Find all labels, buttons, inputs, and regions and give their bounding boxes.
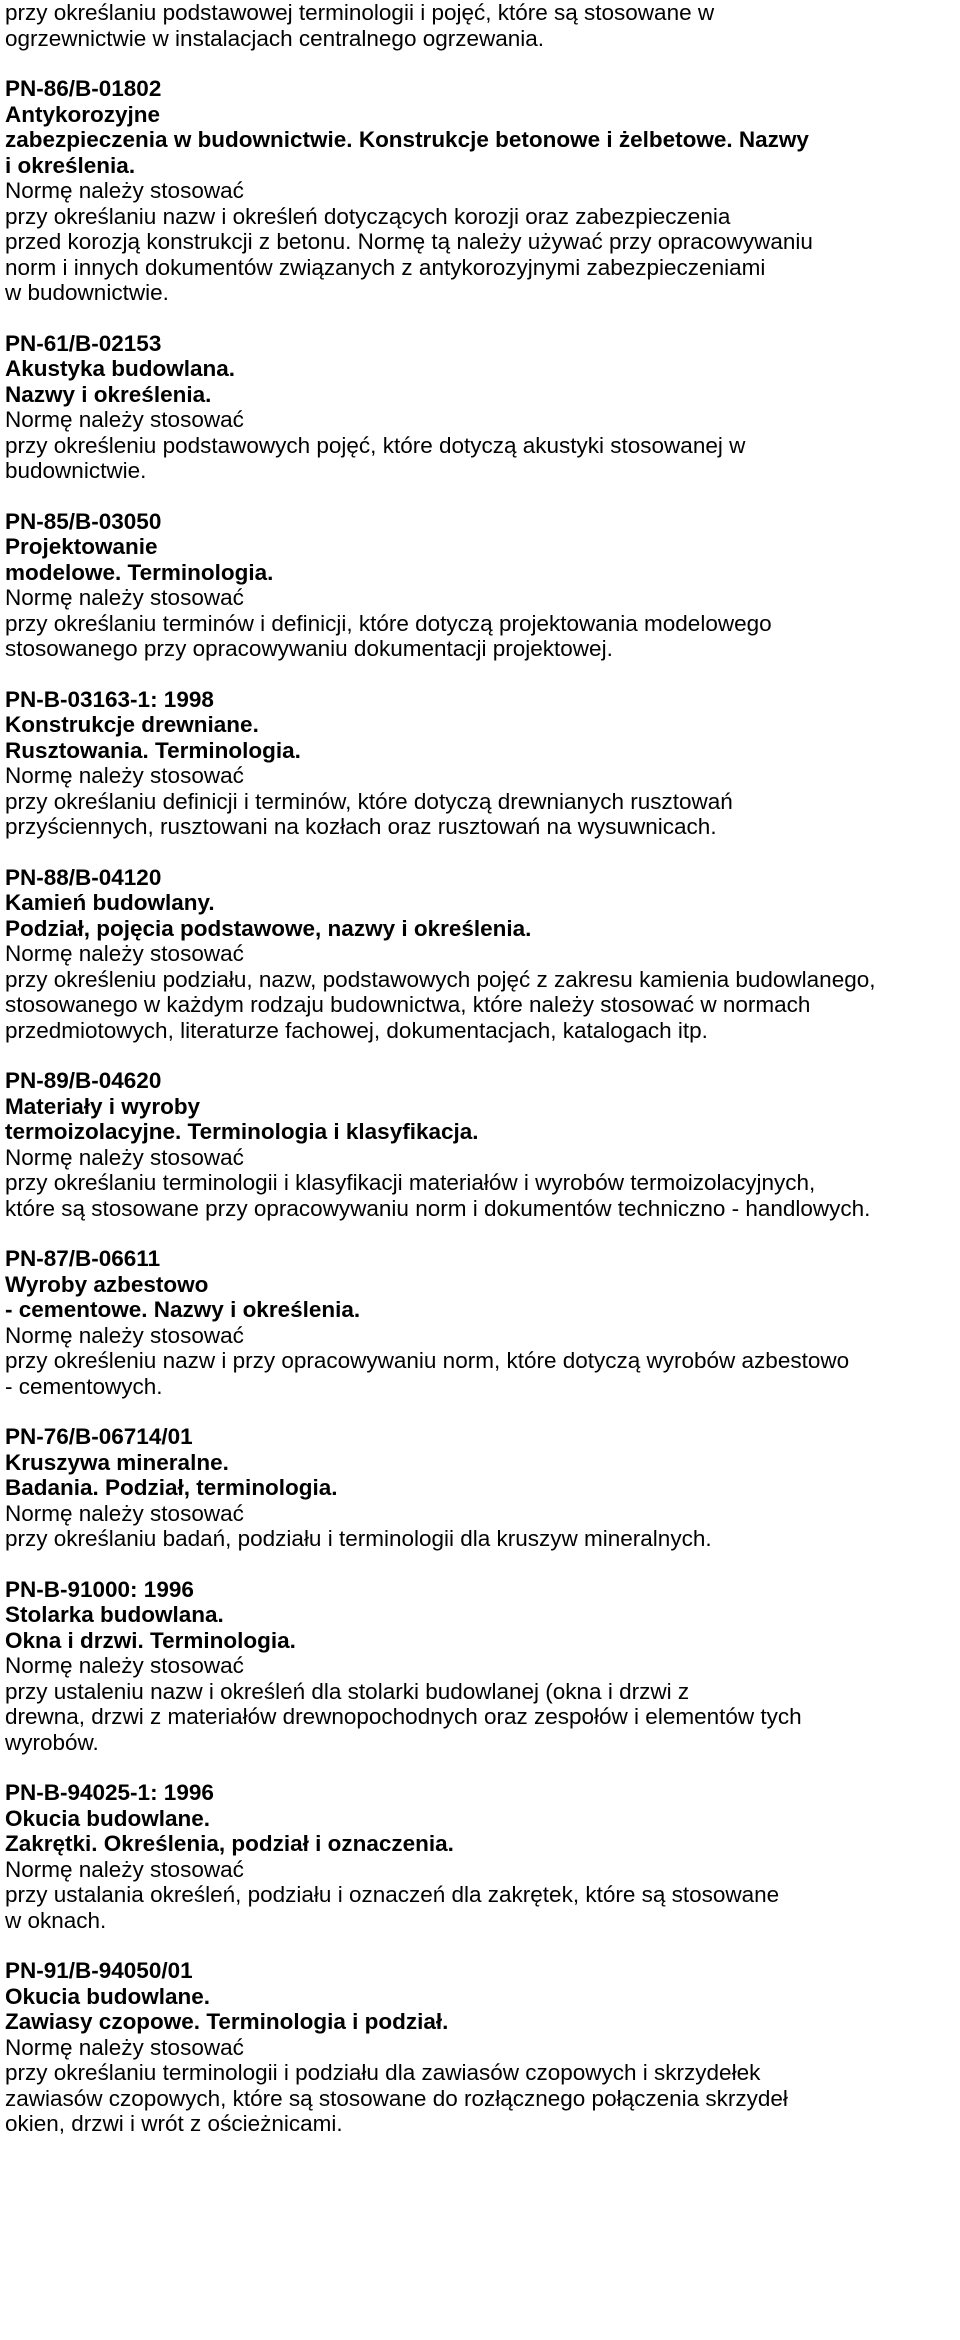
- paragraph-gap: [5, 484, 945, 509]
- standard-title-line: Okna i drzwi. Terminologia.: [5, 1627, 296, 1653]
- description-line: które są stosowane przy opracowywaniu norm i dokumentów techniczno - handlowych.: [5, 1195, 871, 1221]
- description-line: przed korozją konstrukcji z betonu. Normę tą należy używać przy opracowywaniu: [5, 229, 813, 254]
- standard-title-line: Zawiasy czopowe. Terminologia i podział.: [5, 2009, 449, 2034]
- standard-title-line: Projektowanie: [5, 534, 158, 559]
- standard-title-line: termoizolacyjne. Terminologia i klasyfikacja.: [5, 1119, 479, 1144]
- paragraph-gap: [5, 662, 945, 687]
- intro-line: ogrzewnictwie w instalacjach centralnego ogrzewania.: [5, 25, 545, 51]
- standard-number: PN-86/B-01802: [5, 76, 162, 101]
- standard-number: PN-91/B-94050/01: [5, 1958, 193, 1983]
- usage-note: Normę należy stosować: [5, 1653, 244, 1678]
- standard-title-line: Materiały i wyroby: [5, 1093, 201, 1119]
- description-line: budownictwie.: [5, 458, 147, 483]
- description-line: przy określeniu podstawowych pojęć, które dotyczą akustyki stosowanej w: [5, 432, 746, 458]
- standard-title-line: Kruszywa mineralne.: [5, 1449, 229, 1475]
- description-line: przy określeniu podziału, nazw, podstawowych pojęć z zakresu kamienia budowlanego,: [5, 966, 876, 992]
- description-line: wyrobów.: [5, 1729, 99, 1755]
- standard-number: PN-88/B-04120: [5, 864, 162, 890]
- standard-title-line: Okucia budowlane.: [5, 1805, 211, 1831]
- usage-note: Normę należy stosować: [5, 763, 244, 788]
- standard-number: PN-61/B-02153: [5, 330, 162, 356]
- paragraph-gap: [5, 1755, 945, 1780]
- standard-title-line: Badania. Podział, terminologia.: [5, 1475, 338, 1500]
- description-line: w oknach.: [5, 1907, 107, 1933]
- description-line: drewna, drzwi z materiałów drewnopochodnych oraz zespołów i elementów tych: [5, 1704, 802, 1729]
- standard-number: PN-B-91000: 1996: [5, 1576, 194, 1602]
- description-line: stosowanego w każdym rodzaju budownictwa, które należy stosować w normach: [5, 992, 811, 1017]
- standard-title-line: Zakrętki. Określenia, podział i oznaczenia.: [5, 1831, 454, 1856]
- standard-title-line: Antykorozyjne: [5, 101, 161, 127]
- usage-note: Normę należy stosować: [5, 407, 244, 432]
- description-line: stosowanego przy opracowywaniu dokumentacji projektowej.: [5, 636, 613, 661]
- standard-number: PN-87/B-06611: [5, 1246, 161, 1271]
- standard-title-line: Okucia budowlane.: [5, 1983, 211, 2009]
- description-line: przy określaniu badań, podziału i terminologii dla kruszyw mineralnych.: [5, 1526, 712, 1551]
- usage-note: Normę należy stosować: [5, 941, 244, 966]
- description-line: w budownictwie.: [5, 280, 169, 305]
- description-line: - cementowych.: [5, 1373, 163, 1399]
- usage-note: Normę należy stosować: [5, 585, 244, 610]
- standard-title-line: Kamień budowlany.: [5, 890, 215, 915]
- description-line: przy określaniu terminów i definicji, które dotyczą projektowania modelowego: [5, 610, 772, 636]
- paragraph-gap: [5, 306, 945, 331]
- standard-number: PN-76/B-06714/01: [5, 1424, 193, 1449]
- paragraph-gap: [5, 1552, 945, 1577]
- description-line: przedmiotowych, literaturze fachowej, dokumentacjach, katalogach itp.: [5, 1017, 708, 1043]
- description-line: przy określaniu terminologii i klasyfikacji materiałów i wyrobów termoizolacyjnych,: [5, 1170, 816, 1195]
- standard-title-line: Nazwy i określenia.: [5, 381, 212, 407]
- usage-note: Normę należy stosować: [5, 178, 244, 203]
- usage-note: Normę należy stosować: [5, 1144, 244, 1170]
- standard-number: PN-89/B-04620: [5, 1068, 162, 1093]
- description-line: przy ustalania określeń, podziału i oznaczeń dla zakrętek, które są stosowane: [5, 1882, 780, 1907]
- description-line: przy określaniu definicji i terminów, które dotyczą drewnianych rusztowań: [5, 788, 733, 814]
- paragraph-gap: [5, 840, 945, 865]
- standard-title-line: Rusztowania. Terminologia.: [5, 737, 301, 763]
- usage-note: Normę należy stosować: [5, 1322, 244, 1348]
- standard-title-line: - cementowe. Nazwy i określenia.: [5, 1297, 361, 1322]
- standard-title-line: i określenia.: [5, 152, 136, 178]
- standard-number: PN-B-94025-1: 1996: [5, 1780, 214, 1805]
- standard-number: PN-B-03163-1: 1998: [5, 686, 214, 712]
- paragraph-gap: [5, 1043, 945, 1068]
- intro-line: przy określaniu podstawowej terminologii i pojęć, które są stosowane w: [5, 0, 715, 25]
- description-line: przy określaniu terminologii i podziału dla zawiasów czopowych i skrzydełek: [5, 2060, 761, 2085]
- standard-number: PN-85/B-03050: [5, 508, 162, 534]
- paragraph-gap: [5, 51, 945, 76]
- standard-title-line: Konstrukcje drewniane.: [5, 712, 259, 737]
- standard-title-line: zabezpieczenia w budownictwie. Konstrukcje betonowe i żelbetowe. Nazwy: [5, 127, 809, 152]
- description-line: okien, drzwi i wrót z ościeżnicami.: [5, 2111, 343, 2136]
- description-line: przy określaniu nazw i określeń dotyczących korozji oraz zabezpieczenia: [5, 203, 731, 229]
- description-line: zawiasów czopowych, które są stosowane do rozłącznego połączenia skrzydeł: [5, 2085, 788, 2111]
- standard-title-line: modelowe. Terminologia.: [5, 559, 274, 585]
- description-line: przy ustaleniu nazw i określeń dla stolarki budowlanej (okna i drzwi z: [5, 1678, 690, 1704]
- description-line: przyściennych, rusztowani na kozłach oraz rusztowań na wysuwnicach.: [5, 814, 717, 839]
- paragraph-gap: [5, 1221, 945, 1246]
- standard-title-line: Stolarka budowlana.: [5, 1602, 224, 1627]
- standard-title-line: Wyroby azbestowo: [5, 1271, 209, 1297]
- standard-title-line: Podział, pojęcia podstawowe, nazwy i określenia.: [5, 915, 532, 941]
- paragraph-gap: [5, 1933, 945, 1958]
- usage-note: Normę należy stosować: [5, 1500, 244, 1526]
- usage-note: Normę należy stosować: [5, 1856, 244, 1882]
- standard-title-line: Akustyka budowlana.: [5, 356, 236, 381]
- paragraph-gap: [5, 1399, 945, 1424]
- usage-note: Normę należy stosować: [5, 2034, 244, 2060]
- description-line: przy określeniu nazw i przy opracowywaniu norm, które dotyczą wyrobów azbestowo: [5, 1348, 850, 1373]
- description-line: norm i innych dokumentów związanych z antykorozyjnymi zabezpieczeniami: [5, 254, 766, 280]
